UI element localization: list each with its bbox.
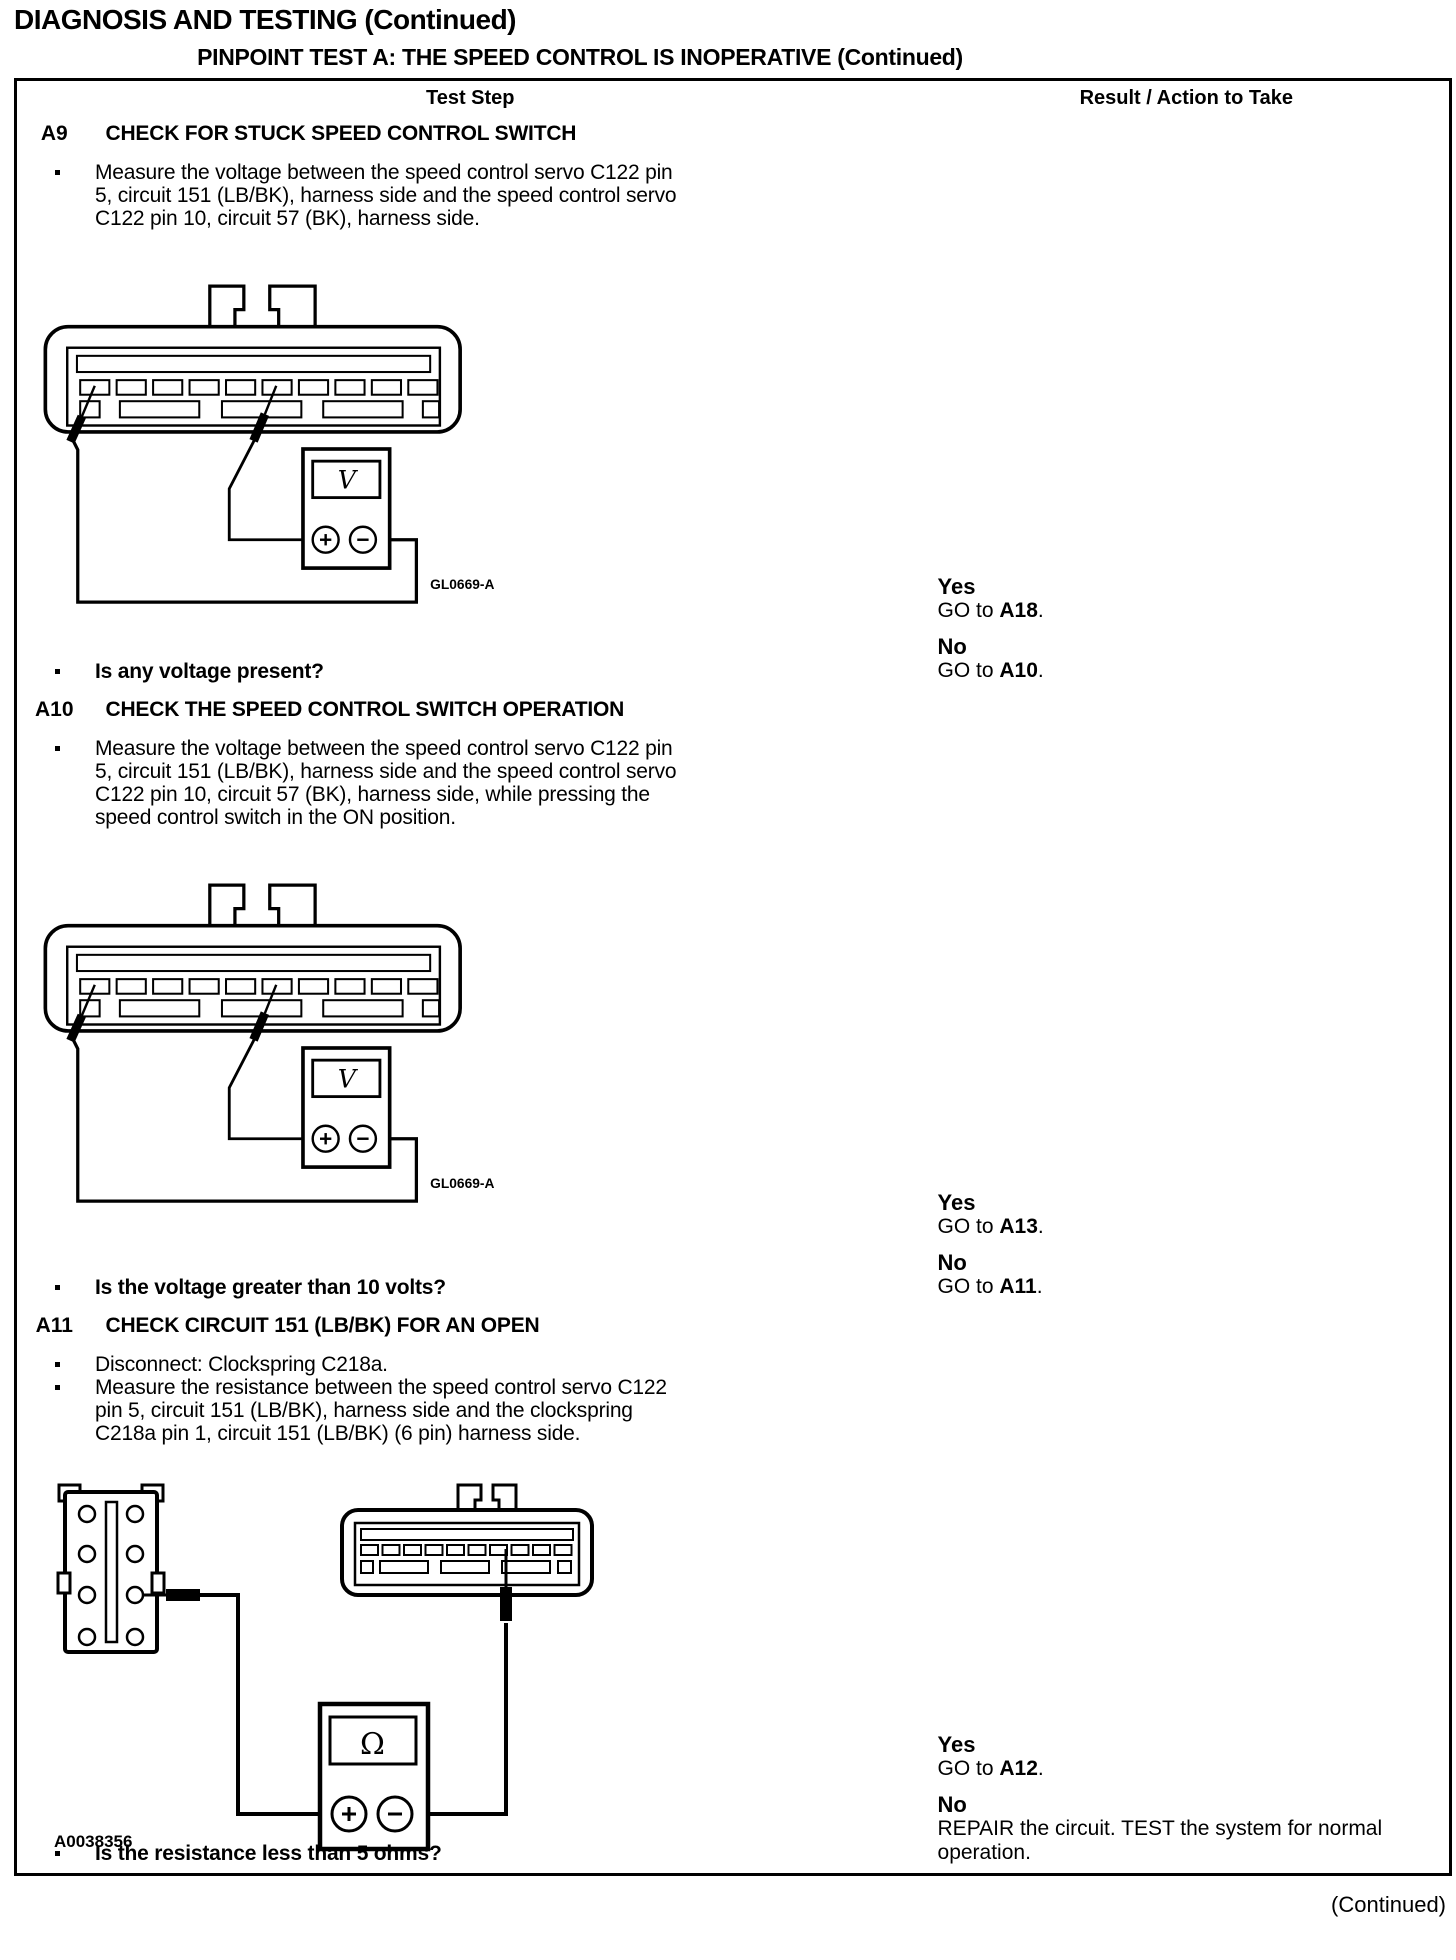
- table-header-row: [16, 80, 1451, 116]
- test-a10-title-row: [16, 691, 1451, 729]
- step-item: [95, 737, 695, 829]
- step-text: Measure the voltage between the speed control servo C122 pin 5, circuit 151 (LB/BK), harness side and the speed control servo C122 pin 10, circuit 57 (BK), harness side.: [95, 161, 677, 230]
- positive-terminal: [313, 1126, 339, 1152]
- result-no: [938, 1251, 1440, 1299]
- negative-terminal: [378, 1797, 412, 1831]
- test-a9-body: [16, 153, 924, 691]
- figure-label: A0038356: [54, 1832, 133, 1851]
- clockspring-connector: [58, 1485, 164, 1652]
- result-action: [938, 1215, 1433, 1239]
- figure-label: GL0669-A: [430, 577, 495, 593]
- test-question: [95, 660, 324, 684]
- step-text: Disconnect: Clockspring C218a.: [95, 1353, 388, 1376]
- result-answer: No: [937, 1792, 967, 1817]
- servo-connector: [45, 286, 460, 432]
- negative-terminal: [350, 527, 376, 553]
- positive-terminal: [332, 1797, 366, 1831]
- question-text: Is the resistance less than 5 ohms?: [95, 1842, 442, 1865]
- step-text: Measure the voltage between the speed control servo C122 pin 5, circuit 151 (LB/BK), harness side and the speed control servo C122 pin 10, circuit 57 (BK), harness side, while pressing the speed control switch in the ON position.: [95, 737, 677, 829]
- bullet-icon: [55, 1362, 60, 1367]
- result-answer: No: [937, 1250, 967, 1275]
- action-text: GO to: [937, 1275, 1000, 1298]
- test-title: CHECK CIRCUIT 151 (LB/BK) FOR AN OPEN: [105, 1314, 540, 1337]
- connector-tab: [210, 286, 244, 328]
- result-yes: [938, 1733, 1440, 1781]
- action-target: A12: [999, 1757, 1038, 1780]
- housing-notch: [58, 1573, 70, 1593]
- test-a9-title-row: [16, 115, 1451, 153]
- result-yes: [938, 1191, 1440, 1239]
- action-text: GO to: [937, 659, 1000, 682]
- result-answer: Yes: [937, 1190, 976, 1215]
- bullet-icon: [55, 1851, 60, 1856]
- column-header-result: Result / Action to Take: [1079, 86, 1293, 109]
- result-yes: [938, 575, 1440, 623]
- positive-lead-wire: [229, 440, 313, 540]
- step-text: Measure the resistance between the speed control servo C122 pin 5, circuit 151 (LB/BK), harness side and the clockspring C218a pin 1, circuit 151 (LB/BK) (6 pin) harness side.: [95, 1376, 667, 1445]
- action-suffix: .: [1037, 599, 1044, 622]
- test-id: A10: [34, 698, 74, 721]
- result-no: [938, 635, 1440, 683]
- voltmeter: [303, 1048, 390, 1167]
- question-text: Is the voltage greater than 10 volts?: [95, 1276, 446, 1299]
- action-target: A11: [999, 1275, 1037, 1298]
- step-list: [17, 737, 924, 829]
- result-answer: Yes: [937, 574, 976, 599]
- result-action: [938, 599, 1433, 623]
- bullet-icon: [55, 746, 60, 751]
- connector-tab: [458, 1485, 481, 1511]
- resistance-test-diagram-a11: [17, 1459, 677, 1859]
- test-a10-result-cell: [924, 691, 1451, 1307]
- ohmmeter-symbol: Ω: [360, 1727, 385, 1762]
- voltmeter: [303, 449, 390, 568]
- test-id: A9: [40, 122, 68, 145]
- test-a11-body: [16, 1345, 924, 1875]
- result-action: [938, 1757, 1433, 1781]
- bullet-icon: [55, 1285, 60, 1290]
- pinpoint-test-title: PINPOINT TEST A: THE SPEED CONTROL IS INOPERATIVE (Continued): [197, 44, 963, 70]
- result-no: [938, 1793, 1440, 1865]
- servo-connector-small: [342, 1485, 592, 1595]
- step-item: [95, 161, 695, 230]
- action-suffix: .: [1037, 1215, 1044, 1238]
- test-title: CHECK FOR STUCK SPEED CONTROL SWITCH: [105, 122, 577, 145]
- action-target: A10: [999, 659, 1038, 682]
- ohmmeter: [320, 1704, 428, 1849]
- action-text: GO to: [937, 599, 1000, 622]
- bullet-icon: [55, 170, 60, 175]
- result-answer: No: [937, 634, 967, 659]
- step-item: [95, 1376, 695, 1445]
- positive-lead-wire: [229, 1039, 313, 1139]
- voltage-test-diagram-a9: [17, 244, 657, 654]
- action-suffix: .: [1037, 1757, 1044, 1780]
- action-text: REPAIR the circuit. TEST the system for normal operation.: [937, 1817, 1383, 1864]
- step-list: [17, 161, 924, 230]
- connector-tab: [493, 1485, 516, 1511]
- result-action: [938, 1817, 1433, 1865]
- servo-connector: [45, 885, 460, 1031]
- action-text: GO to: [937, 1757, 1000, 1780]
- voltmeter-symbol: V: [337, 1064, 356, 1094]
- action-suffix: .: [1036, 1275, 1043, 1298]
- column-header-test-step: Test Step: [425, 86, 515, 109]
- test-a9-result-cell: [924, 115, 1451, 691]
- pinpoint-test-table: [14, 78, 1452, 1876]
- test-question: [95, 1842, 442, 1866]
- voltage-test-diagram-a10: [17, 843, 657, 1253]
- result-action: [938, 1275, 1433, 1299]
- connector-tab: [270, 286, 315, 328]
- positive-lead-wire: [198, 1595, 332, 1814]
- test-title: CHECK THE SPEED CONTROL SWITCH OPERATION: [105, 698, 625, 721]
- question-text: Is any voltage present?: [95, 660, 324, 683]
- action-target: A18: [999, 599, 1038, 622]
- action-text: GO to: [937, 1215, 1000, 1238]
- step-list: [17, 1353, 924, 1445]
- page-title: DIAGNOSIS AND TESTING (Continued): [14, 4, 516, 35]
- test-question: [95, 1276, 446, 1300]
- continued-note: (Continued): [1331, 1892, 1446, 1917]
- voltmeter-symbol: V: [337, 465, 356, 495]
- test-id: A11: [35, 1314, 73, 1337]
- positive-terminal: [313, 527, 339, 553]
- action-suffix: .: [1037, 659, 1044, 682]
- housing-notch: [152, 1573, 164, 1593]
- result-answer: Yes: [937, 1732, 976, 1757]
- figure-label: GL0669-A: [430, 1176, 495, 1192]
- connector-tab: [270, 885, 315, 927]
- result-action: [938, 659, 1433, 683]
- step-item: [95, 1353, 695, 1376]
- test-a10-body: [16, 729, 924, 1307]
- negative-terminal: [350, 1126, 376, 1152]
- test-a11-title-row: [16, 1307, 1451, 1345]
- connector-tab: [210, 885, 244, 927]
- action-target: A13: [999, 1215, 1038, 1238]
- bullet-icon: [55, 1385, 60, 1390]
- bullet-icon: [55, 669, 60, 674]
- test-a11-result-cell: [924, 1307, 1451, 1875]
